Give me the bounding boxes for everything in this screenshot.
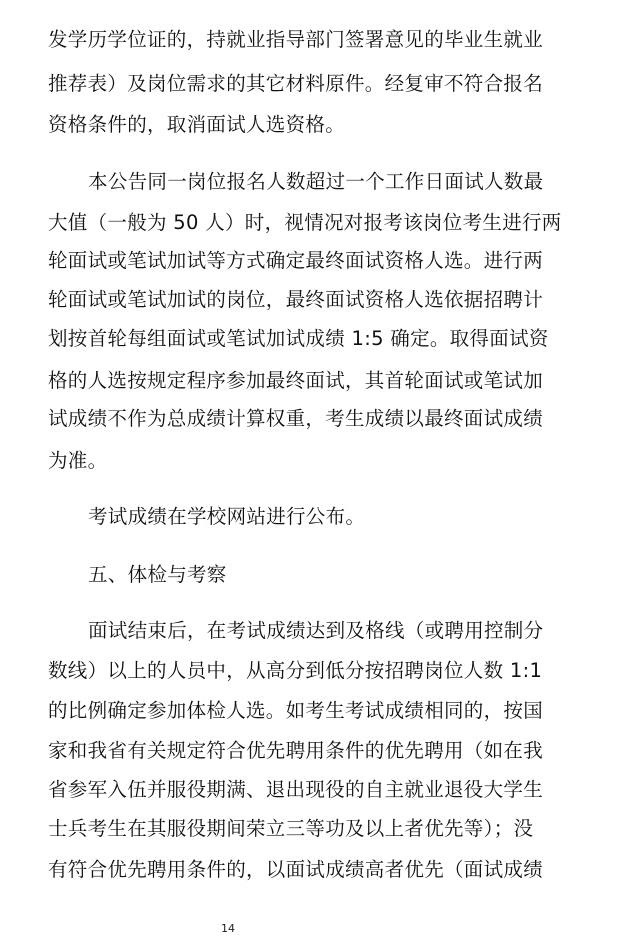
section-heading: 五、体检与考察 bbox=[88, 563, 227, 586]
text-line: 划按首轮每组面试或笔试加试成绩 1:5 确定。取得面试资 bbox=[48, 327, 549, 350]
text-line: 士兵考生在其服役期间荣立三等功及以上者优先等）；没 bbox=[48, 817, 534, 840]
text-line: 省参军入伍并服役期满、退出现役的自主就业退役大学生 bbox=[48, 778, 544, 801]
text-line: 推荐表）及岗位需求的其它材料原件。经复审不符合报名 bbox=[48, 72, 544, 95]
text-line: 为准。 bbox=[48, 449, 108, 472]
text-line: 的比例确定参加体检人选。如考生考试成绩相同的，按国 bbox=[48, 699, 544, 722]
paragraph-first-line: 本公告同一岗位报名人数超过一个工作日面试人数最 bbox=[88, 170, 544, 193]
text-line: 资格条件的，取消面试人选资格。 bbox=[48, 113, 346, 136]
text-line: 大值（一般为 50 人）时，视情况对报考该岗位考生进行两 bbox=[48, 211, 562, 234]
text-line: 家和我省有关规定符合优先聘用条件的优先聘用（如在我 bbox=[48, 739, 544, 762]
paragraph-first-line: 考试成绩在学校网站进行公布。 bbox=[88, 505, 366, 528]
text-line: 轮面试或笔试加试的岗位，最终面试资格人选依据招聘计 bbox=[48, 288, 544, 311]
text-line: 轮面试或笔试加试等方式确定最终面试资格人选。进行两 bbox=[48, 249, 544, 272]
paragraph-first-line: 面试结束后，在考试成绩达到及格线（或聘用控制分 bbox=[88, 619, 544, 642]
text-line: 试成绩不作为总成绩计算权重，考生成绩以最终面试成绩 bbox=[48, 407, 544, 430]
text-line: 数线）以上的人员中，从高分到低分按招聘岗位人数 1:1 bbox=[48, 659, 543, 682]
page-number: 14 bbox=[221, 922, 235, 935]
text-line: 有符合优先聘用条件的，以面试成绩高者优先（面试成绩 bbox=[48, 858, 544, 881]
text-line: 发学历学位证的，持就业指导部门签署意见的毕业生就业 bbox=[48, 28, 544, 51]
text-line: 格的人选按规定程序参加最终面试，其首轮面试或笔试加 bbox=[48, 369, 544, 392]
